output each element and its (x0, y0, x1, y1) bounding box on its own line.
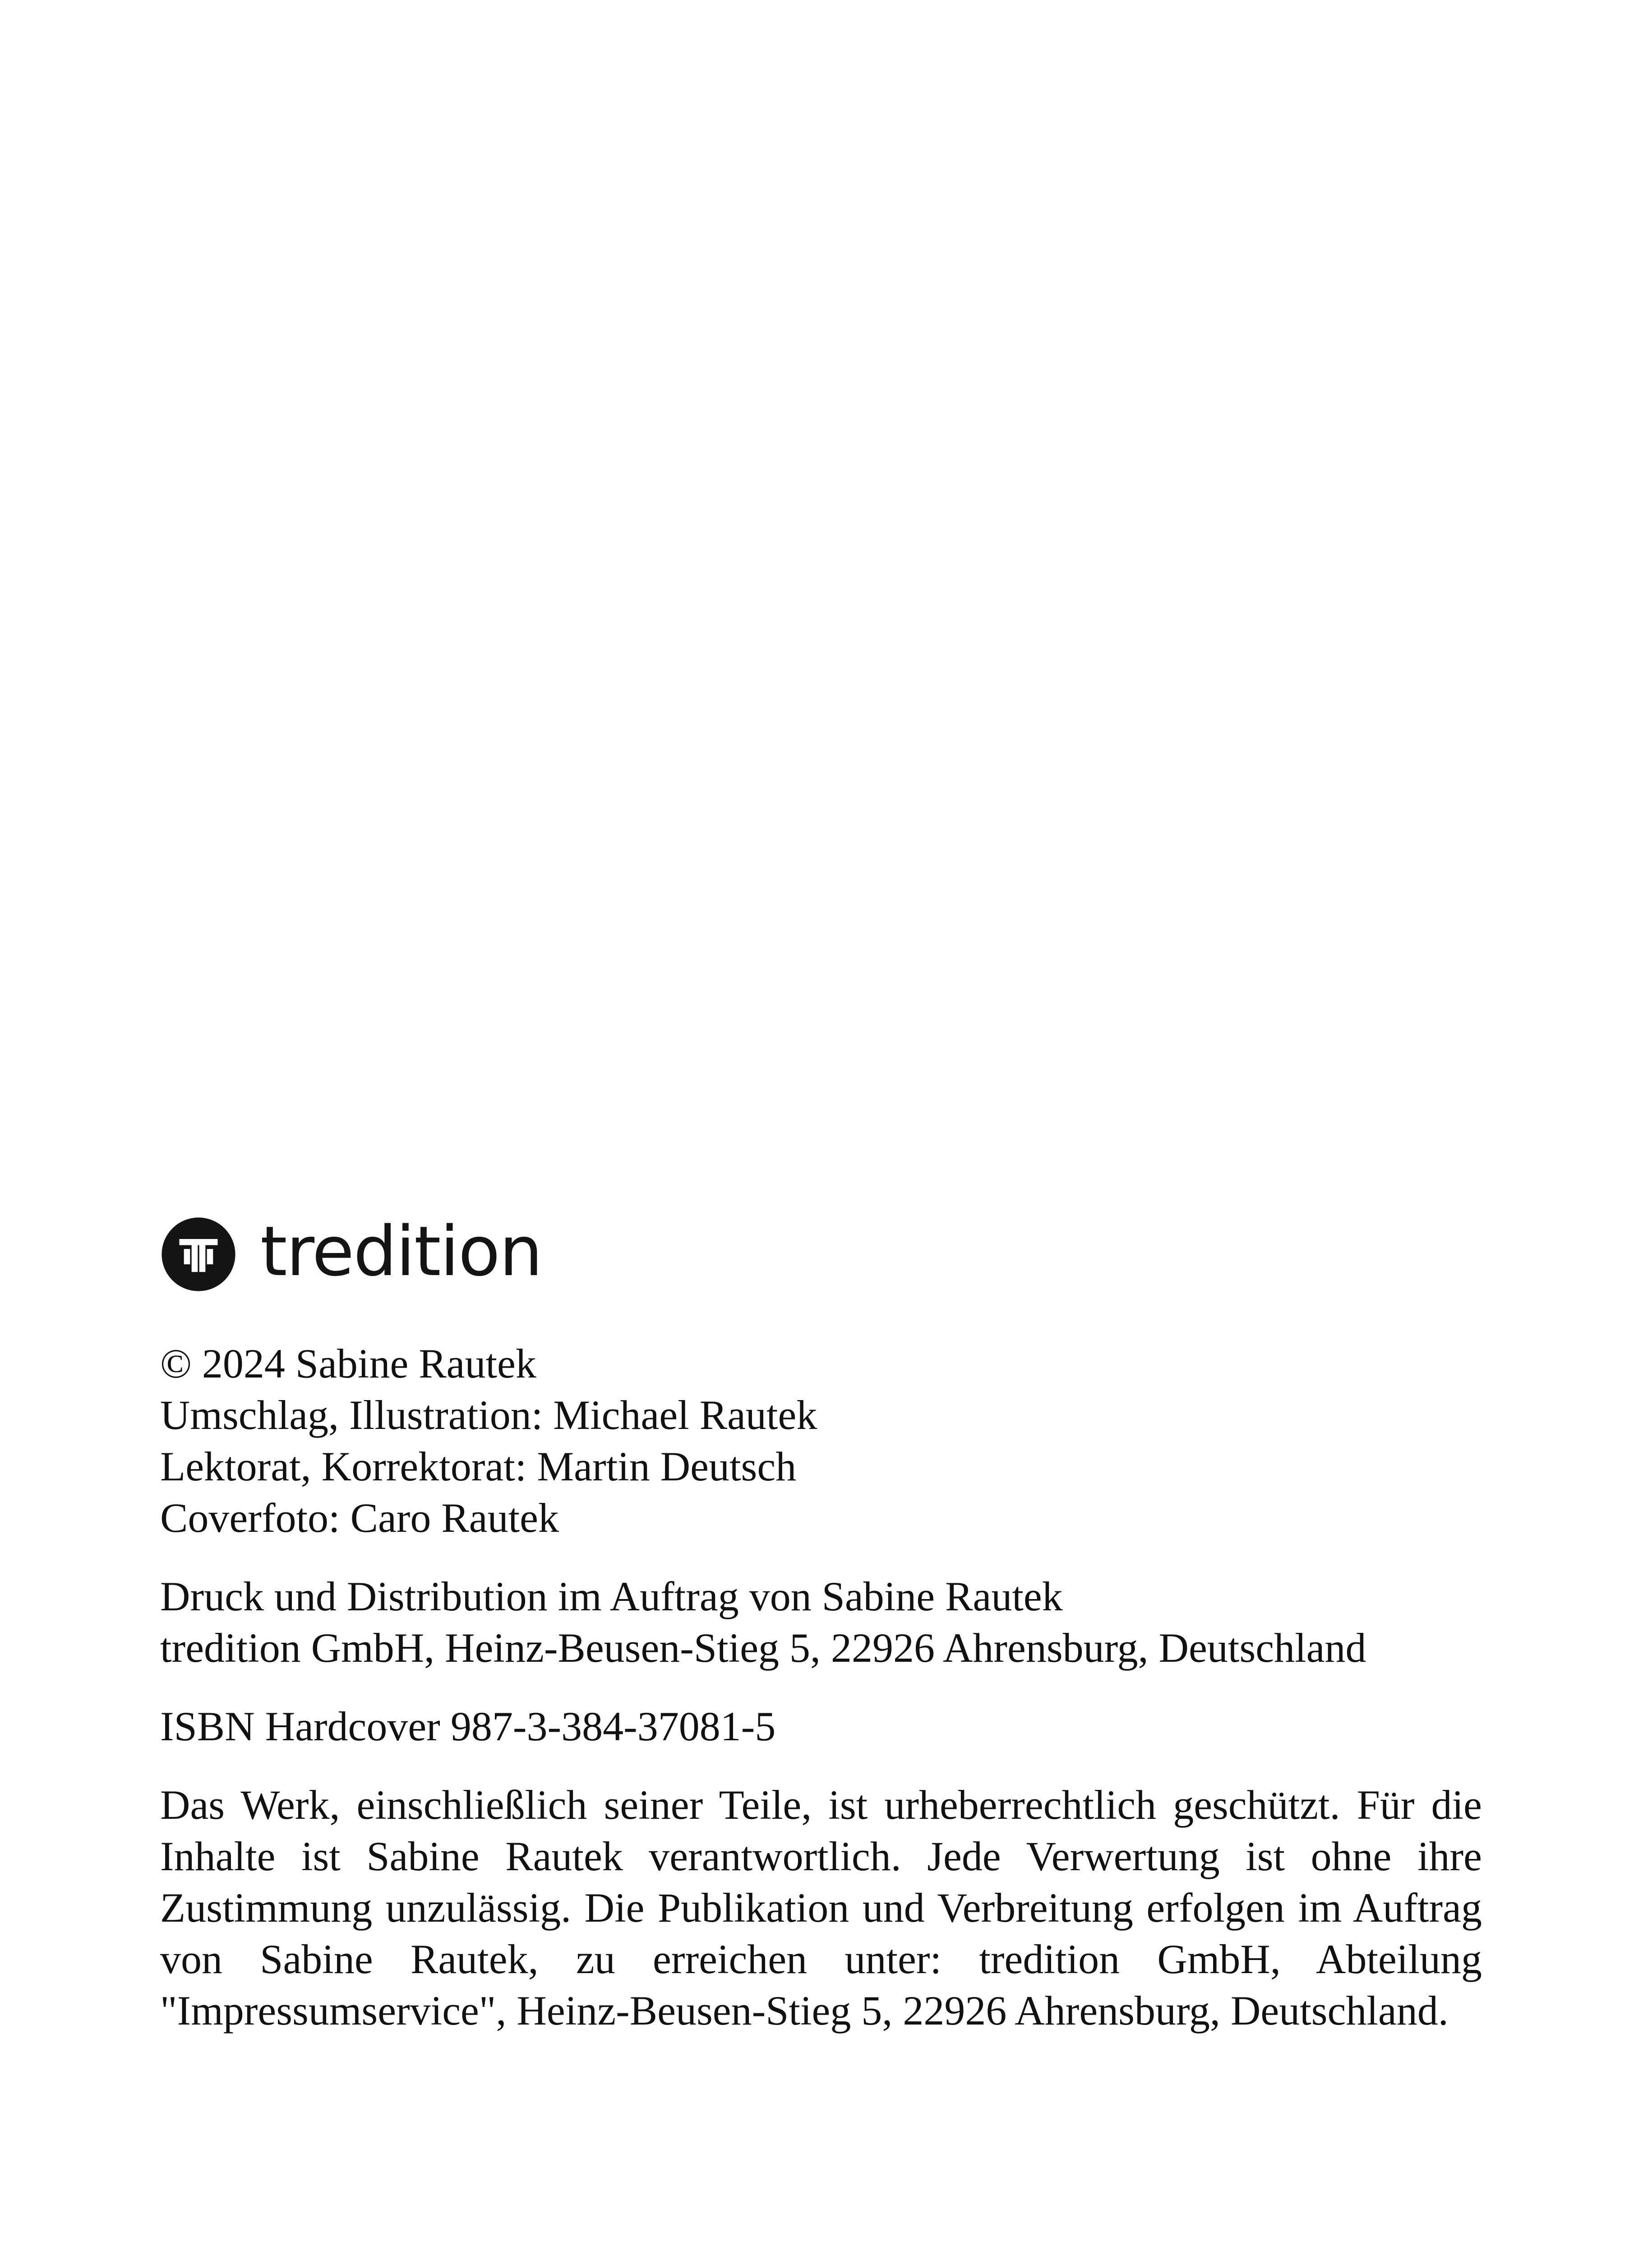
copyright-line: © 2024 Sabine Rautek (160, 1341, 536, 1387)
distribution-line-1: Druck und Distribution im Auftrag von Sabine Rautek (160, 1573, 1063, 1619)
publisher-logo (160, 1209, 542, 1299)
imprint-content (160, 1338, 1482, 2036)
editing-line: Lektorat, Korrektorat: Martin Deutsch (160, 1443, 797, 1489)
legal-notice: Das Werk, einschließlich seiner Teile, ist urheberrechtlich geschützt. Für die Inhalte ist Sabine Rautek verantwortlich. Jede Verwertung ist ohne ihre Zustimmung unzulässig. Die Publikation und Verbreitung erfolgen im Auftrag von Sabine Rautek, zu erreichen unter: tredition GmbH, Abteilung "Impressumservice", Heinz-Beusen-Stieg 5, 22926 Ahrensburg, Deutschland. (160, 1782, 1482, 2034)
publisher-wordmark: tredition (260, 1211, 542, 1291)
credits-block (160, 1338, 1482, 1544)
distribution-block (160, 1571, 1482, 1674)
cover-photo-line: Coverfoto: Caro Rautek (160, 1495, 559, 1541)
tredition-logo-icon (160, 1216, 237, 1293)
isbn-block (160, 1701, 1482, 1752)
distribution-line-2: tredition GmbH, Heinz-Beusen-Stieg 5, 22926 Ahrensburg, Deutschland (160, 1625, 1366, 1671)
cover-illustration-line: Umschlag, Illustration: Michael Rautek (160, 1392, 817, 1438)
isbn-line: ISBN Hardcover 987-3-384-37081-5 (160, 1703, 776, 1749)
